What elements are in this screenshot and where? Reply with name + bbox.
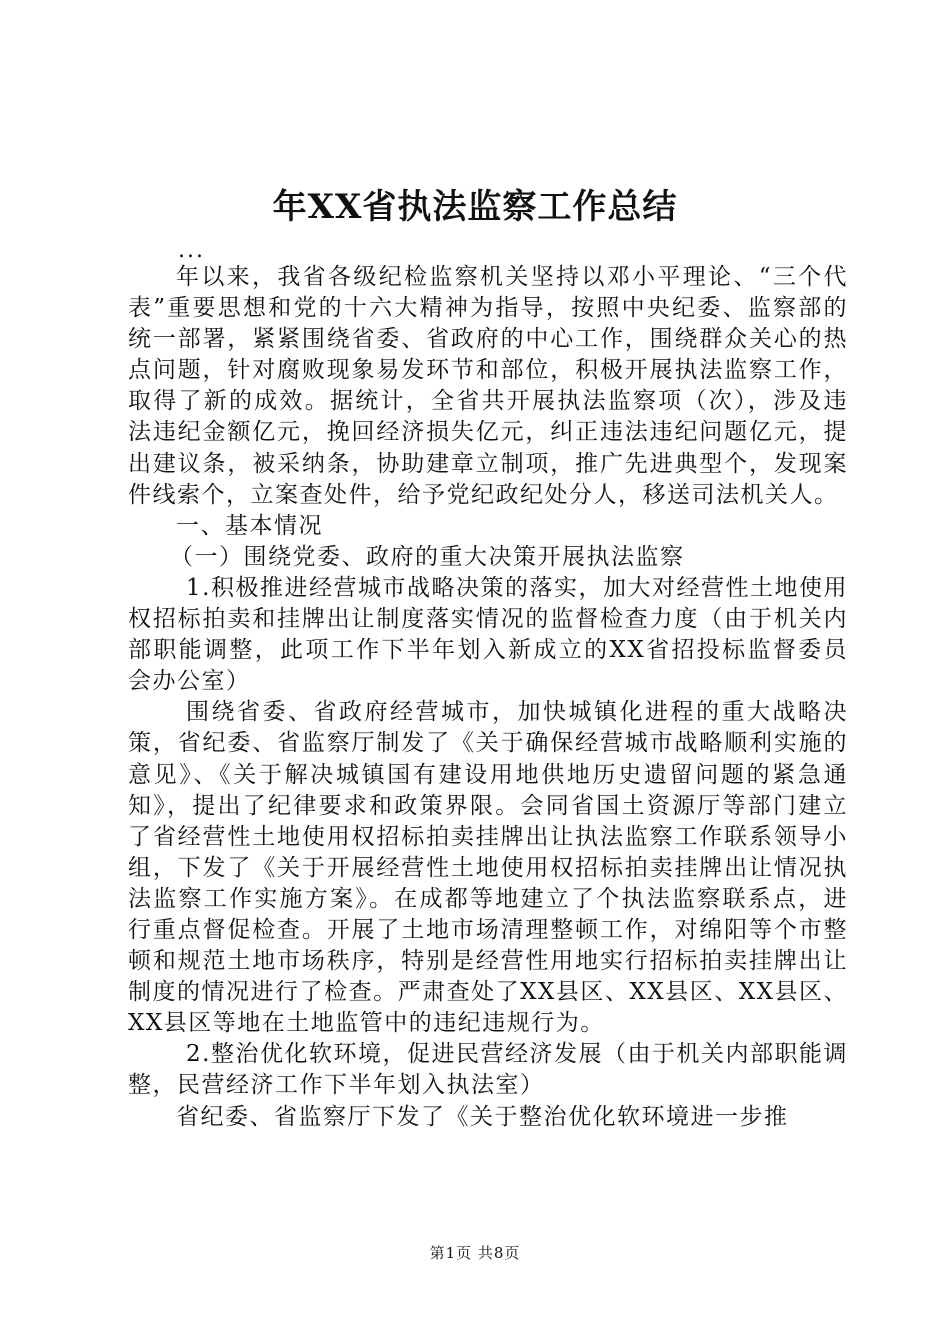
section-heading-basic: 一、基本情况 [176,512,323,539]
paragraph-intro: 年以来，我省各级纪检监察机关坚持以邓小平理论、“三个代表”重要思想和党的十六大精神为指导，按照中央纪委、监察部的统一部署，紧紧围绕省委、省政府的中心工作，围绕群众关心的热点问题，针对腐败现象易发环节和部位，积极开展执法监察工作，取得了新的成效。据统计，全省共开展执法监察项（次），涉及违法违纪金额亿元，挽回经济损失亿元，纠正违法违纪问题亿元，提出建议条，被采纳条，协助建章立制项，推广先进典型个，发现案件线索个，立案查处件，给予党纪政纪处分人，移送司法机关人。 [128,264,848,508]
item-heading-2: 2.整治优化软环境，促进民营经济发展（由于机关内部职能调整，民营经济工作下半年划入执法室） [128,1041,848,1099]
item-heading-1: 1.积极推进经营城市战略决策的落实，加大对经营性土地使用权招标拍卖和挂牌出让制度落实情况的监督检查力度（由于机关内部职能调整，此项工作下半年划入新成立的XX省招投标监督委员会办公室） [128,574,848,695]
document-title: 年XX省执法监察工作总结 [272,187,678,227]
document-body [128,262,848,1133]
subsection-heading-1: （一）围绕党委、政府的重大决策开展执法监察 [170,543,685,570]
paragraph-land-supervision: 围绕省委、省政府经营城市，加快城镇化进程的重大战略决策，省纪委、省监察厅制发了《关于确保经营城市战略顺利实施的意见》、《关于解决城镇国有建设用地供地历史遗留问题的紧急通知》，提出了纪律要求和政策界限。会同省国土资源厅等部门建立了省经营性土地使用权招标拍卖挂牌出让执法监察工作联系领导小组，下发了《关于开展经营性土地使用权招标拍卖挂牌出让情况执法监察工作实施方案》。在成都等地建立了个执法监察联系点，进行重点督促检查。开展了土地市场清理整顿工作，对绵阳等个市整顿和规范土地市场秩序，特别是经营性用地实行招标拍卖挂牌出让制度的情况进行了检查。严肃查处了XX县区、XX县区、XX县区、XX县区等地在土地监管中的违纪违规行为。 [128,699,848,1037]
page-number-footer: 第1页 共8页 [429,1244,521,1262]
paragraph-soft-environment: 省纪委、省监察厅下发了《关于整治优化软环境进一步推 [176,1103,789,1130]
ellipsis-marker: ... [178,238,205,263]
